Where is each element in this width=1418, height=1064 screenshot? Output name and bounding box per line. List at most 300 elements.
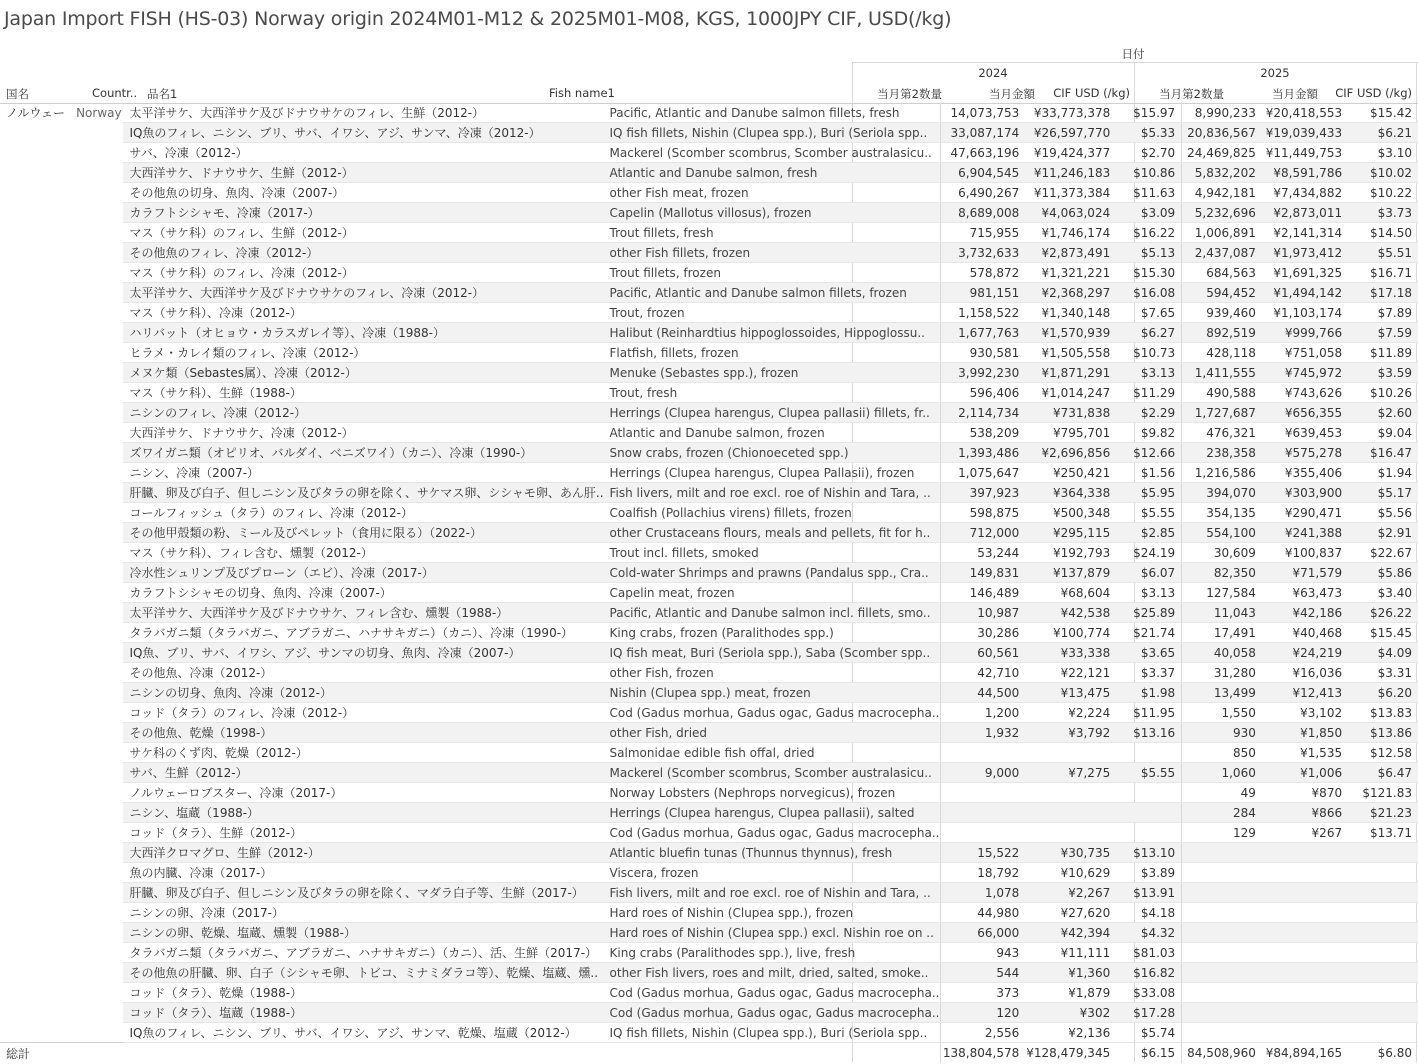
cif-2025: $16.47 [1348, 443, 1418, 463]
table-row[interactable] [0, 903, 1418, 923]
qty-2025: 428,118 [1182, 343, 1262, 363]
amount-2024: ¥500,348 [1025, 503, 1116, 523]
amount-2025: ¥3,102 [1262, 703, 1348, 723]
country-cell-empty [0, 803, 72, 823]
amount-2024: ¥2,224 [1025, 703, 1116, 723]
item-name-jp: 大西洋サケ、ドナウサケ、冷凍（2012-） [123, 423, 603, 443]
amount-2025: ¥745,972 [1262, 363, 1348, 383]
year-2025-header[interactable]: 2025 [1260, 66, 1290, 80]
item-name-jp: ヒラメ・カレイ類のフィレ、冷凍（2012-） [123, 343, 603, 363]
table-row[interactable] [0, 703, 1418, 723]
amount-2024: ¥1,321,221 [1025, 263, 1116, 283]
cif-2024 [1116, 743, 1181, 763]
cif-2025: $2.91 [1348, 523, 1418, 543]
country-en-cell-empty [72, 823, 123, 843]
country-cell-empty [0, 863, 72, 883]
col-header-amount-2025[interactable]: 当月金額 [1272, 87, 1318, 101]
item-name-en: other Fish, frozen [604, 663, 940, 683]
table-row[interactable] [0, 363, 1418, 383]
table-row[interactable] [0, 143, 1418, 163]
table-row[interactable] [0, 323, 1418, 343]
item-name-en: Halibut (Reinhardtius hippoglossoides, Hippoglossu.. [604, 323, 940, 343]
table-row[interactable] [0, 403, 1418, 423]
country-name-en: Norway [76, 105, 122, 120]
amount-2025 [1262, 943, 1348, 963]
country-cell-empty [0, 323, 72, 343]
cif-2024: $3.65 [1116, 643, 1181, 663]
table-row[interactable] [0, 663, 1418, 683]
amount-2025 [1262, 1003, 1348, 1023]
item-name-jp: 大西洋サケ、ドナウサケ、生鮮（2012-） [123, 163, 603, 183]
item-name-jp: IQ魚、ブリ、サバ、イワシ、アジ、サンマの切身、魚肉、冷凍（2007-） [123, 643, 603, 663]
cif-2025: $17.18 [1348, 283, 1418, 303]
table-row[interactable] [0, 803, 1418, 823]
country-en-cell-empty [72, 323, 123, 343]
country-en-cell-empty [72, 683, 123, 703]
amount-2025: ¥1,535 [1262, 743, 1348, 763]
cif-2024: $5.13 [1116, 243, 1181, 263]
qty-2025: 594,452 [1182, 283, 1262, 303]
qty-2025: 30,609 [1182, 543, 1262, 563]
cif-2024: $4.32 [1116, 923, 1181, 943]
table-row[interactable] [0, 543, 1418, 563]
qty-2025: 82,350 [1182, 563, 1262, 583]
amount-2025: ¥1,103,174 [1262, 303, 1348, 323]
total-cif-2024: $6.15 [1116, 1043, 1181, 1064]
qty-2024: 10,987 [940, 603, 1025, 623]
cif-2024: $24.19 [1116, 543, 1181, 563]
item-name-en: IQ fish fillets, Nishin (Clupea spp.), Buri (Seriola spp.. [604, 123, 940, 143]
table-row[interactable] [0, 1003, 1418, 1023]
item-name-jp: コッド（タラ）、塩蔵（1988-） [123, 1003, 603, 1023]
item-name-jp: IQ魚のフィレ、ニシン、ブリ、サバ、イワシ、アジ、サンマ、乾燥、塩蔵（2012-） [123, 1023, 603, 1043]
qty-2025: 1,006,891 [1182, 223, 1262, 243]
qty-2024 [940, 743, 1025, 763]
cif-2024: $5.95 [1116, 483, 1181, 503]
item-name-en: King crabs (Paralithodes spp.), live, fresh [604, 943, 940, 963]
qty-2024: 6,904,545 [940, 163, 1025, 183]
item-name-en: Pacific, Atlantic and Danube salmon incl. fillets, smo.. [604, 603, 940, 623]
col-header-item-jp[interactable]: 品名1 [147, 87, 178, 101]
item-name-en: Pacific, Atlantic and Danube salmon fillets, frozen [604, 283, 940, 303]
item-name-en: Flatfish, fillets, frozen [604, 343, 940, 363]
country-en-cell-empty [72, 783, 123, 803]
item-name-jp: コッド（タラ）のフィレ、冷凍（2012-） [123, 703, 603, 723]
table-row[interactable] [0, 163, 1418, 183]
cif-2025: $11.89 [1348, 343, 1418, 363]
item-name-jp: 太平洋サケ、大西洋サケ及びドナウサケのフィレ、冷凍（2012-） [123, 283, 603, 303]
table-row[interactable] [0, 303, 1418, 323]
table-row[interactable] [0, 623, 1418, 643]
amount-2025: ¥2,141,314 [1262, 223, 1348, 243]
item-name-jp: コッド（タラ）、生鮮（2012-） [123, 823, 603, 843]
table-row[interactable] [0, 503, 1418, 523]
qty-2025: 40,058 [1182, 643, 1262, 663]
item-name-en: other Fish, dried [604, 723, 940, 743]
qty-2025: 850 [1182, 743, 1262, 763]
amount-2024: ¥137,879 [1025, 563, 1116, 583]
item-name-en: Cod (Gadus morhua, Gadus ogac, Gadus macrocepha.. [604, 703, 940, 723]
table-row[interactable] [0, 263, 1418, 283]
country-cell-empty [0, 383, 72, 403]
qty-2025: 892,519 [1182, 323, 1262, 343]
item-name-jp: その他魚、冷凍（2012-） [123, 663, 603, 683]
table-row[interactable] [0, 883, 1418, 903]
cif-2024: $11.29 [1116, 383, 1181, 403]
country-cell-empty [0, 983, 72, 1003]
item-name-en: IQ fish fillets, Nishin (Clupea spp.), Buri (Seriola spp.. [604, 1023, 940, 1043]
item-name-en: Viscera, frozen [604, 863, 940, 883]
country-cell-empty [0, 703, 72, 723]
amount-2024: ¥1,879 [1025, 983, 1116, 1003]
country-cell-empty [0, 643, 72, 663]
cif-2024: $13.10 [1116, 843, 1181, 863]
cif-2025: $2.60 [1348, 403, 1418, 423]
cif-2024: $12.66 [1116, 443, 1181, 463]
cif-2025: $1.94 [1348, 463, 1418, 483]
cif-2024: $11.95 [1116, 703, 1181, 723]
cif-2024: $81.03 [1116, 943, 1181, 963]
amount-2025 [1262, 843, 1348, 863]
qty-2025: 5,232,696 [1182, 203, 1262, 223]
amount-2024: ¥1,014,247 [1025, 383, 1116, 403]
qty-2025 [1182, 983, 1262, 1003]
item-name-en: Pacific, Atlantic and Danube salmon fillets, fresh [604, 103, 940, 123]
country-en-cell-empty [72, 223, 123, 243]
qty-2024: 149,831 [940, 563, 1025, 583]
col-header-cif-2024[interactable]: CIF USD (/kg) [1053, 86, 1130, 100]
qty-2024: 42,710 [940, 663, 1025, 683]
qty-2025: 13,499 [1182, 683, 1262, 703]
table-row[interactable] [0, 243, 1418, 263]
cif-2025: $26.22 [1348, 603, 1418, 623]
amount-2025: ¥100,837 [1262, 543, 1348, 563]
country-en-cell-empty [72, 1023, 123, 1043]
amount-2025: ¥290,471 [1262, 503, 1348, 523]
table-row[interactable] [0, 183, 1418, 203]
qty-2024: 30,286 [940, 623, 1025, 643]
total-amount-2024: ¥128,479,345 [1025, 1043, 1116, 1064]
cif-2025: $10.26 [1348, 383, 1418, 403]
qty-2025 [1182, 923, 1262, 943]
col-header-amount-2024[interactable]: 当月金額 [989, 87, 1035, 101]
table-row[interactable] [0, 283, 1418, 303]
table-row[interactable] [0, 463, 1418, 483]
col-header-cif-2025[interactable]: CIF USD (/kg) [1335, 86, 1412, 100]
table-row[interactable] [0, 763, 1418, 783]
country-cell-empty [0, 263, 72, 283]
item-name-en: Capelin meat, frozen [604, 583, 940, 603]
cif-2025 [1348, 963, 1418, 983]
amount-2025: ¥16,036 [1262, 663, 1348, 683]
col-header-qty-2025[interactable]: 当月第2数量 [1159, 87, 1224, 101]
table-row[interactable] [0, 843, 1418, 863]
item-name-en: Trout fillets, fresh [604, 223, 940, 243]
qty-2025: 1,060 [1182, 763, 1262, 783]
amount-2024: ¥22,121 [1025, 663, 1116, 683]
item-name-en: Mackerel (Scomber scombrus, Scomber australasicu.. [604, 143, 940, 163]
data-table [0, 103, 1418, 1063]
country-cell-empty [0, 723, 72, 743]
cif-2024: $1.98 [1116, 683, 1181, 703]
cif-2024: $5.55 [1116, 763, 1181, 783]
amount-2025: ¥575,278 [1262, 443, 1348, 463]
amount-2025: ¥241,388 [1262, 523, 1348, 543]
amount-2024 [1025, 743, 1116, 763]
qty-2024: 2,556 [940, 1023, 1025, 1043]
item-name-en: Trout, frozen [604, 303, 940, 323]
table-row[interactable] [0, 943, 1418, 963]
country-en-cell-empty [72, 443, 123, 463]
cif-2025: $5.56 [1348, 503, 1418, 523]
qty-2025 [1182, 963, 1262, 983]
qty-2025 [1182, 943, 1262, 963]
country-en-cell-empty [72, 903, 123, 923]
amount-2025: ¥1,691,325 [1262, 263, 1348, 283]
cif-2024: $33.08 [1116, 983, 1181, 1003]
cif-2024: $13.91 [1116, 883, 1181, 903]
amount-2025 [1262, 903, 1348, 923]
cif-2025: $3.31 [1348, 663, 1418, 683]
amount-2025 [1262, 923, 1348, 943]
amount-2024: ¥1,570,939 [1025, 323, 1116, 343]
country-cell-empty [0, 143, 72, 163]
table-row[interactable] [0, 1023, 1418, 1043]
cif-2024: $16.82 [1116, 963, 1181, 983]
item-name-en: Trout incl. fillets, smoked [604, 543, 940, 563]
amount-2024: ¥2,267 [1025, 883, 1116, 903]
table-row[interactable] [0, 683, 1418, 703]
item-name-jp: ニシンの卵、乾燥、塩蔵、燻製（1988-） [123, 923, 603, 943]
table-row[interactable] [0, 223, 1418, 243]
table-row[interactable] [0, 983, 1418, 1003]
qty-2024: 715,955 [940, 223, 1025, 243]
table-row[interactable] [0, 563, 1418, 583]
cif-2025: $4.09 [1348, 643, 1418, 663]
cif-2025 [1348, 863, 1418, 883]
table-row[interactable] [0, 203, 1418, 223]
cif-2024: $16.08 [1116, 283, 1181, 303]
amount-2025 [1262, 963, 1348, 983]
table-row[interactable] [0, 583, 1418, 603]
country-en-cell-empty [72, 383, 123, 403]
cif-2024: $21.74 [1116, 623, 1181, 643]
country-en-cell-empty [72, 463, 123, 483]
item-name-jp: その他魚のフィレ、冷凍（2012-） [123, 243, 603, 263]
amount-2024: ¥2,136 [1025, 1023, 1116, 1043]
amount-2024 [1025, 783, 1116, 803]
cif-2024 [1116, 803, 1181, 823]
cif-2025: $15.42 [1348, 103, 1418, 123]
amount-2025: ¥20,418,553 [1262, 103, 1348, 123]
country-cell-empty [0, 483, 72, 503]
table-row[interactable] [0, 123, 1418, 143]
qty-2024: 66,000 [940, 923, 1025, 943]
cif-2025: $16.71 [1348, 263, 1418, 283]
amount-2024: ¥2,368,297 [1025, 283, 1116, 303]
cif-2025: $10.22 [1348, 183, 1418, 203]
cif-2025 [1348, 983, 1418, 1003]
table-row[interactable] [0, 963, 1418, 983]
table-row[interactable] [0, 863, 1418, 883]
item-name-jp: カラフトシシャモ、冷凍（2017-） [123, 203, 603, 223]
cif-2024: $3.09 [1116, 203, 1181, 223]
item-name-jp: 肝臓、卵及び白子、但しニシン及びタラの卵を除く、サケマス卵、シシャモ卵、あん肝.. [123, 483, 603, 503]
total-row [0, 1043, 1418, 1064]
amount-2024 [1025, 803, 1116, 823]
qty-2024: 14,073,753 [940, 103, 1025, 123]
country-en-cell-empty [72, 563, 123, 583]
year-2024-header[interactable]: 2024 [978, 66, 1008, 80]
country-en-cell-empty [72, 303, 123, 323]
country-cell-empty [0, 663, 72, 683]
qty-2024: 47,663,196 [940, 143, 1025, 163]
item-name-en: Herrings (Clupea harengus, Clupea pallasii), salted [604, 803, 940, 823]
qty-2024: 15,522 [940, 843, 1025, 863]
country-en-cell-empty [72, 663, 123, 683]
cif-2025 [1348, 843, 1418, 863]
item-name-jp: ニシンのフィレ、冷凍（2012-） [123, 403, 603, 423]
country-cell-empty [0, 943, 72, 963]
country-en-cell-empty [72, 203, 123, 223]
cif-2025 [1348, 883, 1418, 903]
amount-2024: ¥302 [1025, 1003, 1116, 1023]
amount-2024: ¥27,620 [1025, 903, 1116, 923]
item-name-jp: ノルウェーロブスター、冷凍（2017-） [123, 783, 603, 803]
country-en-cell-empty [72, 763, 123, 783]
table-row[interactable] [0, 783, 1418, 803]
item-name-en: other Fish meat, frozen [604, 183, 940, 203]
country-en-cell-empty [72, 343, 123, 363]
cif-2025: $13.86 [1348, 723, 1418, 743]
cif-2025: $14.50 [1348, 223, 1418, 243]
item-name-en: Salmonidae edible fish offal, dried [604, 743, 940, 763]
table-row[interactable] [0, 523, 1418, 543]
country-cell-empty [0, 823, 72, 843]
amount-2024: ¥42,394 [1025, 923, 1116, 943]
amount-2024: ¥250,421 [1025, 463, 1116, 483]
item-name-jp: コールフィッシュ（タラ）のフィレ、冷凍（2012-） [123, 503, 603, 523]
header-divider [852, 62, 1418, 63]
item-name-en: Trout, fresh [604, 383, 940, 403]
amount-2025 [1262, 863, 1348, 883]
qty-2025 [1182, 843, 1262, 863]
cif-2025: $3.40 [1348, 583, 1418, 603]
country-cell-empty [0, 303, 72, 323]
item-name-jp: サケ科のくず肉、乾燥（2012-） [123, 743, 603, 763]
country-en-cell-empty [72, 963, 123, 983]
qty-2024 [940, 803, 1025, 823]
amount-2024: ¥33,338 [1025, 643, 1116, 663]
cif-2024: $9.82 [1116, 423, 1181, 443]
item-name-en: Atlantic and Danube salmon, frozen [604, 423, 940, 443]
amount-2025 [1262, 1023, 1348, 1043]
qty-2025: 284 [1182, 803, 1262, 823]
col-header-country-en[interactable]: Countr.. [92, 86, 138, 100]
item-name-jp: マス（サケ科）、フィレ含む、燻製（2012-） [123, 543, 603, 563]
amount-2024: ¥68,604 [1025, 583, 1116, 603]
qty-2024: 1,075,647 [940, 463, 1025, 483]
qty-2024 [940, 823, 1025, 843]
qty-2024: 44,980 [940, 903, 1025, 923]
country-en-cell-empty [72, 623, 123, 643]
country-en-cell-empty [72, 703, 123, 723]
amount-2024: ¥33,773,378 [1025, 103, 1116, 123]
cif-2025: $6.21 [1348, 123, 1418, 143]
col-header-qty-2024[interactable]: 当月第2数量 [877, 87, 942, 101]
cif-2024: $11.63 [1116, 183, 1181, 203]
table-row[interactable] [0, 723, 1418, 743]
country-cell-empty [0, 363, 72, 383]
amount-2025: ¥42,186 [1262, 603, 1348, 623]
table-row[interactable] [0, 103, 1418, 123]
table-row[interactable] [0, 643, 1418, 663]
country-cell-empty [0, 623, 72, 643]
table-row[interactable] [0, 423, 1418, 443]
table-row[interactable] [0, 443, 1418, 463]
amount-2024: ¥731,838 [1025, 403, 1116, 423]
country-en-cell-empty [72, 123, 123, 143]
cif-2025 [1348, 1023, 1418, 1043]
item-name-jp: その他魚の肝臓、卵、白子（シシャモ卵、トビコ、ミナミダラコ等）、乾燥、塩蔵、燻.. [123, 963, 603, 983]
qty-2024: 18,792 [940, 863, 1025, 883]
item-name-en: King crabs, frozen (Paralithodes spp.) [604, 623, 940, 643]
item-name-jp: 大西洋クロマグロ、生鮮（2012-） [123, 843, 603, 863]
item-name-jp: 肝臓、卵及び白子、但しニシン及びタラの卵を除く、マダラ白子等、生鮮（2017-） [123, 883, 603, 903]
country-cell-empty [0, 543, 72, 563]
qty-2025: 1,550 [1182, 703, 1262, 723]
cif-2024: $6.07 [1116, 563, 1181, 583]
table-row[interactable] [0, 923, 1418, 943]
item-name-en: Coalfish (Pollachius virens) fillets, frozen [604, 503, 940, 523]
cif-2024: $17.28 [1116, 1003, 1181, 1023]
item-name-en: Fish livers, milt and roe excl. roe of Nishin and Tara, .. [604, 883, 940, 903]
qty-2024: 2,114,734 [940, 403, 1025, 423]
qty-2025: 354,135 [1182, 503, 1262, 523]
cif-2025 [1348, 903, 1418, 923]
qty-2025: 17,491 [1182, 623, 1262, 643]
country-en-cell-empty [72, 923, 123, 943]
country-cell-empty [0, 423, 72, 443]
amount-2025: ¥7,434,882 [1262, 183, 1348, 203]
table-row[interactable] [0, 603, 1418, 623]
table-row[interactable] [0, 383, 1418, 403]
col-header-item-en[interactable]: Fish name1 [549, 86, 615, 100]
amount-2025: ¥267 [1262, 823, 1348, 843]
country-cell-empty [0, 163, 72, 183]
table-row[interactable] [0, 823, 1418, 843]
table-row[interactable] [0, 343, 1418, 363]
amount-2025: ¥999,766 [1262, 323, 1348, 343]
cif-2025: $9.04 [1348, 423, 1418, 443]
amount-2025: ¥1,006 [1262, 763, 1348, 783]
item-name-jp: サバ、冷凍（2012-） [123, 143, 603, 163]
country-en-cell-empty [72, 263, 123, 283]
amount-2025: ¥40,468 [1262, 623, 1348, 643]
country-cell-empty [0, 1023, 72, 1043]
item-name-jp: 太平洋サケ、大西洋サケ及びドナウサケ、フィレ含む、燻製（1988-） [123, 603, 603, 623]
country-en-cell-empty [72, 943, 123, 963]
country-en-cell-empty [72, 603, 123, 623]
col-header-country[interactable]: 国名 [6, 87, 29, 101]
table-row[interactable] [0, 743, 1418, 763]
country-en-cell-empty [72, 743, 123, 763]
country-cell-empty [0, 243, 72, 263]
item-name-jp: カラフトシシャモの切身、魚肉、冷凍（2007-） [123, 583, 603, 603]
cif-2025: $5.51 [1348, 243, 1418, 263]
table-row[interactable] [0, 483, 1418, 503]
item-name-jp: コッド（タラ）、乾燥（1988-） [123, 983, 603, 1003]
